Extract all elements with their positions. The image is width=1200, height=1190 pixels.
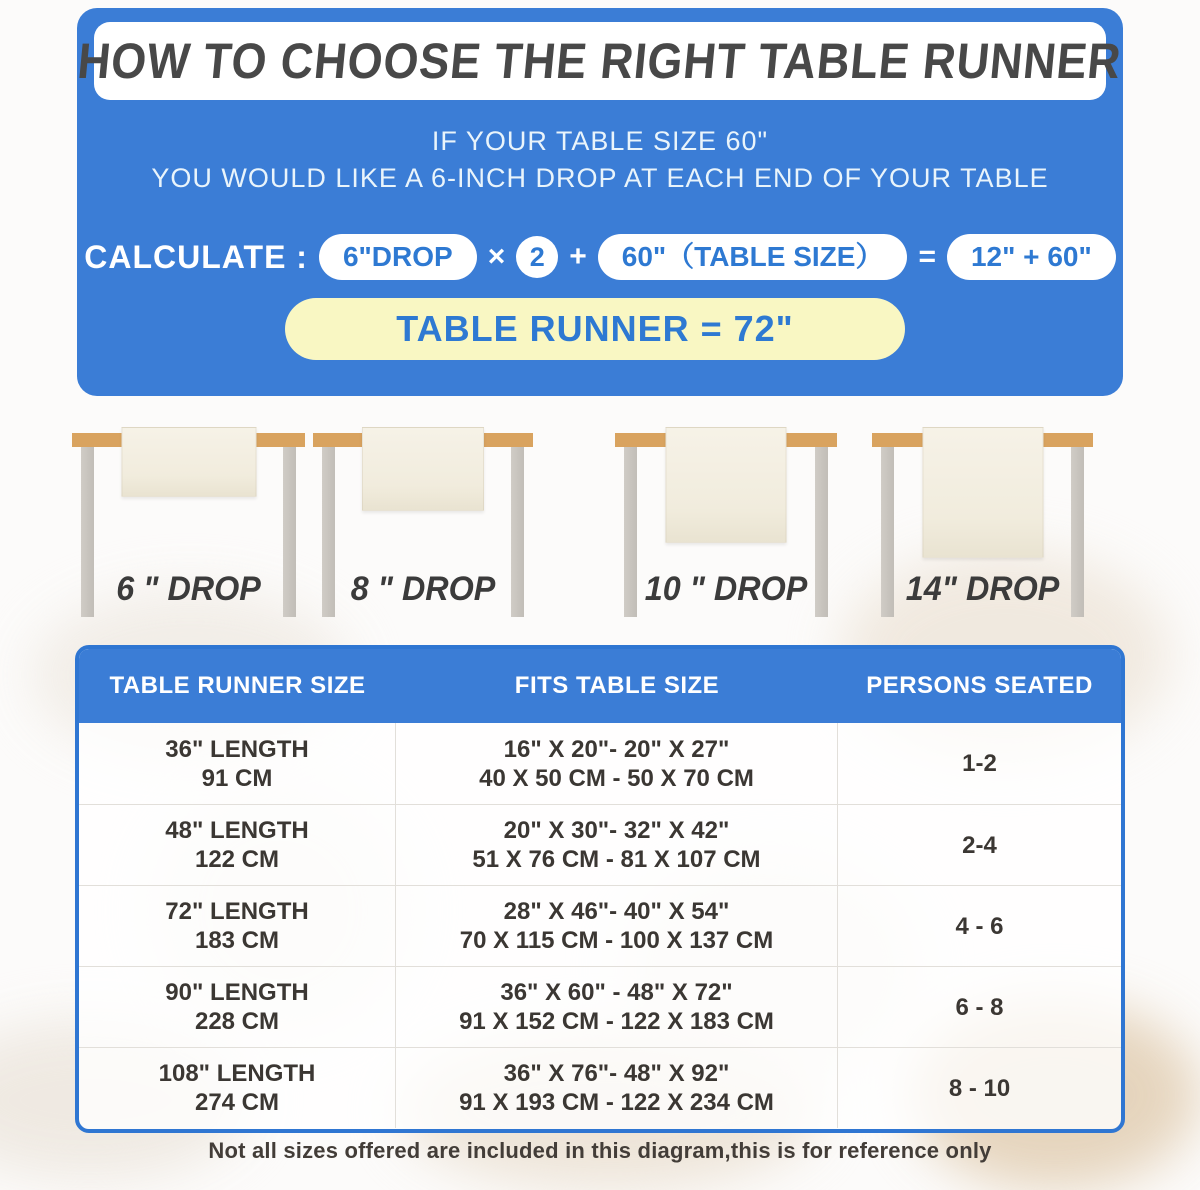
persons-cell	[838, 967, 1121, 1047]
table-runner-drape	[121, 427, 256, 497]
title-banner	[75, 22, 1125, 100]
fits-table-cell	[396, 886, 838, 966]
subtitle-line-1: IF YOUR TABLE SIZE 60"	[431, 126, 769, 156]
table-row	[79, 885, 1121, 966]
fits-table-cell	[396, 1048, 838, 1128]
column-header-fits-table: FITS TABLE SIZE	[514, 672, 720, 699]
plus-operator: +	[569, 240, 587, 273]
runner-size-cm: 183 CM	[194, 927, 280, 954]
sum-pill: 12" + 60"	[947, 234, 1116, 281]
drop-value-pill: 6"DROP	[319, 234, 477, 281]
size-chart-body	[79, 723, 1121, 1128]
calculation-row	[77, 232, 1123, 282]
runner-size-inches: 90" LENGTH	[165, 979, 309, 1006]
column-header-runner-size: TABLE RUNNER SIZE	[109, 672, 366, 699]
runner-size-cm: 91 CM	[201, 764, 273, 792]
table-row	[79, 723, 1121, 804]
calculate-label: CALCULATE :	[84, 238, 308, 275]
drop-label: 10 " DROP	[644, 570, 808, 608]
size-chart-panel	[75, 645, 1125, 1133]
subtitle-line-2: YOU WOULD LIKE A 6-INCH DROP AT EACH END OF YOUR TABLE	[151, 163, 1049, 193]
runner-size-cm: 228 CM	[194, 1008, 280, 1035]
runner-size-cm: 274 CM	[194, 1089, 280, 1116]
persons-cell	[838, 1048, 1121, 1128]
persons-cell	[838, 886, 1121, 966]
fits-inches: 28" X 46"- 40" X 54"	[503, 898, 730, 925]
table-illustration-8-drop	[313, 420, 533, 625]
table-runner-drape	[922, 427, 1043, 558]
fits-inches: 36" X 60" - 48" X 72"	[500, 979, 733, 1006]
column-header-persons: PERSONS SEATED	[866, 672, 1093, 699]
table-size-pill: 60"（TABLE SIZE）	[598, 234, 908, 281]
table-illustration-14-drop	[872, 420, 1093, 625]
persons-cell	[838, 805, 1121, 885]
persons-seated: 1-2	[962, 750, 997, 777]
runner-size-inches: 48" LENGTH	[165, 817, 309, 844]
persons-seated: 8 - 10	[948, 1074, 1011, 1102]
fits-table-cell	[396, 805, 838, 885]
times-operator: ×	[487, 240, 506, 273]
runner-size-cm: 122 CM	[194, 846, 280, 873]
runner-size-inches: 108" LENGTH	[158, 1060, 316, 1087]
persons-seated: 2-4	[962, 831, 997, 859]
table-row	[79, 804, 1121, 885]
table-row	[79, 966, 1121, 1047]
fits-table-cell	[396, 723, 838, 804]
fits-inches: 20" X 30"- 32" X 42"	[503, 817, 730, 844]
drop-label: 14" DROP	[905, 570, 1060, 608]
multiplier-badge: 2	[516, 236, 558, 278]
drop-label: 6 " DROP	[116, 570, 261, 608]
equals-operator: =	[918, 240, 936, 273]
table-illustration-10-drop	[615, 420, 837, 625]
table-row	[79, 1047, 1121, 1128]
persons-cell	[838, 723, 1121, 804]
drop-label: 8 " DROP	[350, 570, 496, 608]
hero-panel	[77, 8, 1123, 396]
table-runner-drape	[362, 427, 484, 511]
table-runner-drape	[666, 427, 787, 543]
runner-size-cell	[79, 967, 396, 1047]
table-runner-result: TABLE RUNNER = 72"	[285, 298, 905, 360]
runner-size-cell	[79, 1048, 396, 1128]
runner-size-inches: 36" LENGTH	[165, 735, 309, 763]
fits-cm: 40 X 50 CM - 50 X 70 CM	[479, 764, 754, 792]
reference-footnote: Not all sizes offered are included in this diagram,this is for reference only	[208, 1138, 992, 1163]
fits-inches: 16" X 20"- 20" X 27"	[503, 735, 730, 763]
fits-inches: 36" X 76"- 48" X 92"	[503, 1060, 730, 1087]
runner-size-cell	[79, 723, 396, 804]
table-illustration-6-drop	[72, 420, 305, 625]
fits-cm: 51 X 76 CM - 81 X 107 CM	[472, 846, 761, 873]
runner-size-cell	[79, 886, 396, 966]
persons-seated: 6 - 8	[955, 993, 1004, 1021]
fits-cm: 91 X 152 CM - 122 X 183 CM	[459, 1008, 774, 1035]
drop-illustrations	[0, 420, 1200, 645]
size-chart-header	[79, 649, 1121, 723]
fits-cm: 70 X 115 CM - 100 X 137 CM	[459, 927, 774, 954]
runner-size-inches: 72" LENGTH	[165, 898, 309, 925]
fits-cm: 91 X 193 CM - 122 X 234 CM	[459, 1089, 774, 1116]
page-title: HOW TO CHOOSE THE RIGHT TABLE RUNNER	[75, 33, 1125, 89]
runner-size-cell	[79, 805, 396, 885]
persons-seated: 4 - 6	[955, 912, 1004, 940]
fits-table-cell	[396, 967, 838, 1047]
